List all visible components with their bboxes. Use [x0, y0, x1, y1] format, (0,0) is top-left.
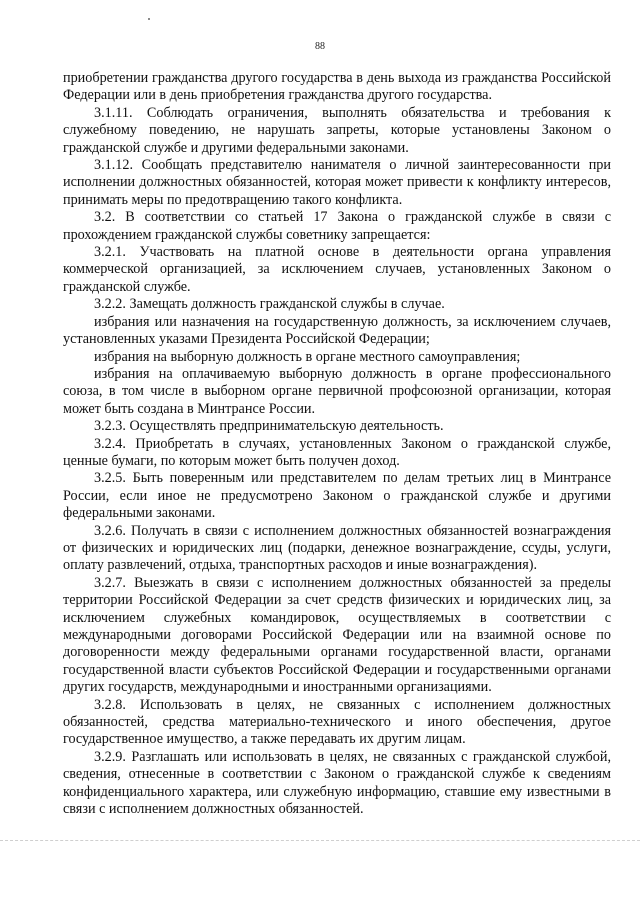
paragraph-3-2-6: 3.2.6. Получать в связи с исполнением должностных обязанностей вознаграждения от физических и юридических лиц (подарки, денежное вознаграждение, ссуды, услуги, оплату развлечений, отдыха, транспортных расходов и иные вознаграждения). [63, 522, 611, 574]
paragraph-3-1-12: 3.1.12. Сообщать представителю нанимателя о личной заинтересованности при исполнении должностных обязанностей, которая может привести к конфликту интересов, принимать меры по предотвращению такого конфликта. [63, 157, 611, 208]
paragraph-3-2-7: 3.2.7. Выезжать в связи с исполнением должностных обязанностей за пределы территории Российской Федерации за счет средств физических и юридических лиц, за исключением служебных командировок, осуществляемых в соответствии с международными договорами Российской Федерации или на взаимной основе по договоренности между федеральными органами государственной власти, органами государственной власти субъектов Российской Федерации и государственными органами других государств, международными и иностранными организациями. [63, 574, 611, 696]
paragraph-3-2-1: 3.2.1. Участвовать на платной основе в деятельности органа управления коммерческой организацией, за исключением случаев, установленных Законом о гражданской службе. [63, 244, 611, 295]
paragraph-3-2-9: 3.2.9. Разглашать или использовать в целях, не связанных с гражданской службой, сведения, отнесенные в соответствии с Законом о гражданской службе к сведениям конфиденциального характера, или служебную информацию, ставшие ему известными в связи с исполнением должностных обязанностей. [63, 748, 611, 818]
paragraph-3-2-2: 3.2.2. Замещать должность гражданской службы в случае. [94, 296, 445, 313]
paragraph-3-1-11: 3.1.11. Соблюдать ограничения, выполнять обязательства и требования к служебному поведению, не нарушать запреты, которые установлены Законом о гражданской службе и другими федеральными законами. [63, 104, 611, 156]
paragraph-3-2-2-item-2: избрания на выборную должность в органе местного самоуправления; [94, 348, 521, 365]
paragraph-3-2-8: 3.2.8. Использовать в целях, не связанных с исполнением должностных обязанностей, средства материально-технического и иного обеспечения, другое государственное имущество, а также передавать их другим лицам. [63, 696, 611, 748]
paragraph-3-2-5: 3.2.5. Быть поверенным или представителем по делам третьих лиц в Минтрансе России, если иное не предусмотрено Законом о гражданской службе и другими федеральными законами. [63, 470, 611, 522]
document-body [63, 70, 611, 818]
paragraph-3-2-2-item-3: избрания на оплачиваемую выборную должность в органе профессионального союза, в том числе в выборном органе первичной профсоюзной организации, которая может быть создана в Минтрансе России. [63, 365, 611, 417]
paragraph-3-2-3: 3.2.3. Осуществлять предпринимательскую деятельность. [94, 418, 444, 435]
paragraph-3-2-2-item-1: избрания или назначения на государственную должность, за исключением случаев, установленных указами Президента Российской Федерации; [63, 313, 611, 348]
page-number: 88 [315, 41, 325, 52]
paragraph-3-2-4: 3.2.4. Приобретать в случаях, установленных Законом о гражданской службе, ценные бумаги, по которым может быть получен доход. [63, 435, 611, 469]
paragraph-3-2: 3.2. В соответствии со статьей 17 Закона о гражданской службе в связи с прохождением гражданской службы советнику запрещается: [63, 209, 611, 243]
scan-speck [148, 18, 150, 20]
scan-edge-line [0, 840, 640, 841]
paragraph-continuation: приобретении гражданства другого государства в день выхода из гражданства Российской Федерации или в день приобретения гражданства другого государства. [63, 70, 611, 104]
